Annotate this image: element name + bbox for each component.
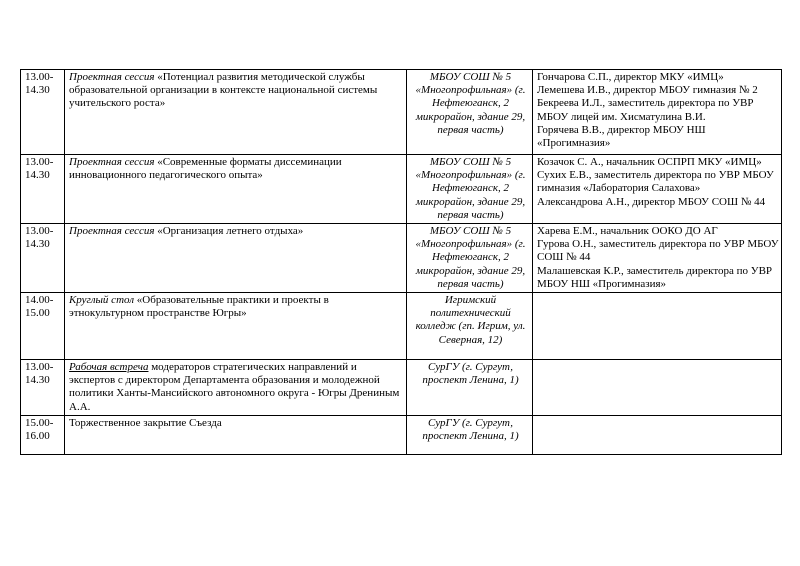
- event-cell: [65, 293, 407, 360]
- people-cell: [533, 70, 782, 155]
- time-cell: [21, 70, 65, 155]
- time-text: 13.00- 14.30: [25, 156, 54, 182]
- venue-cell: СурГУ (г. Сургут, проспект Ленина, 1): [407, 360, 533, 416]
- person-entry: Горячева В.В., директор МБОУ НШ «Прогимназия»: [537, 123, 706, 150]
- event-type: Круглый стол: [69, 294, 135, 307]
- person-entry: Гурова О.Н., заместитель директора по УВР МБОУ СОШ № 44: [537, 238, 779, 264]
- time-cell: [21, 360, 65, 416]
- event-title: «Потенциал развития методической службы образовательной организации в контексте национальной системы учительского роста»: [69, 71, 378, 110]
- time-cell: [21, 293, 65, 360]
- table-row: [21, 155, 782, 224]
- people-cell: [533, 155, 782, 224]
- person-entry: Гончарова С.П., директор МКУ «ИМЦ»: [537, 71, 724, 83]
- person-entry: Лемешева И.В., директор МБОУ гимназия № 2: [537, 84, 758, 97]
- event-type: Проектная сессия: [69, 156, 155, 168]
- event-type: Рабочая встреча: [69, 361, 149, 374]
- event-cell: [65, 70, 407, 155]
- venue-cell: Игримский политехнический колледж (гп. Игрим, ул. Северная, 12): [407, 293, 533, 360]
- venue-cell: МБОУ СОШ № 5 «Многопрофильная» (г. Нефтеюганск, 2 микрорайон, здание 29, первая часть): [407, 70, 533, 155]
- event-title: Торжественное закрытие Съезда: [69, 416, 222, 429]
- time-cell: [21, 415, 65, 454]
- event-title: модераторов стратегических направлений и экспертов с директором Департамента образования и молодежной политики Ханты-Мансийского автономного округа - Югры Дрениным А.А.: [69, 361, 400, 413]
- table-row: [21, 293, 782, 360]
- people-cell: [533, 415, 782, 454]
- time-cell: [21, 155, 65, 224]
- time-text: 13.00- 14.30: [25, 71, 54, 97]
- person-entry: Харева Е.М., начальник ООКО ДО АГ: [537, 225, 718, 238]
- event-type: Проектная сессия: [69, 225, 155, 238]
- event-title: «Образовательные практики и проекты в этнокультурном пространстве Югры»: [69, 294, 329, 320]
- event-title: «Современные форматы диссеминации инновационного педагогического опыта»: [69, 156, 342, 182]
- time-cell: [21, 224, 65, 293]
- venue-cell: МБОУ СОШ № 5 «Многопрофильная» (г. Нефтеюганск, 2 микрорайон, здание 29, первая часть): [407, 224, 533, 293]
- person-entry: Сухих Е.В., заместитель директора по УВР МБОУ гимназия «Лаборатория Салахова»: [537, 169, 774, 195]
- people-cell: [533, 224, 782, 293]
- person-entry: Козачок С. А., начальник ОСПРП МКУ «ИМЦ»: [537, 156, 762, 168]
- table-row: [21, 415, 782, 454]
- people-cell: [533, 293, 782, 360]
- table-row: [21, 360, 782, 416]
- event-cell: [65, 155, 407, 224]
- schedule-table: [20, 69, 782, 455]
- event-cell: [65, 224, 407, 293]
- table-row: [21, 224, 782, 293]
- event-type: Проектная сессия: [69, 71, 155, 83]
- time-text: 13.00- 14.30: [25, 361, 54, 387]
- time-text: 15.00- 16.00: [25, 416, 54, 443]
- venue-cell: МБОУ СОШ № 5 «Многопрофильная» (г. Нефтеюганск, 2 микрорайон, здание 29, первая часть): [407, 155, 533, 224]
- person-entry: Александрова А.Н., директор МБОУ СОШ № 44: [537, 195, 766, 208]
- event-cell: [65, 415, 407, 454]
- people-cell: [533, 360, 782, 416]
- table-row: [21, 70, 782, 155]
- venue-cell: СурГУ (г. Сургут, проспект Ленина, 1): [407, 415, 533, 454]
- person-entry: Бекреева И.Л., заместитель директора по УВР МБОУ лицей им. Хисматулина В.И.: [537, 97, 754, 123]
- person-entry: Малашевская К.Р., заместитель директора по УВР МБОУ НШ «Прогимназия»: [537, 264, 773, 290]
- event-cell: [65, 360, 407, 416]
- event-title: «Организация летнего отдыха»: [157, 225, 304, 238]
- time-text: 13.00- 14.30: [25, 225, 54, 251]
- time-text: 14.00- 15.00: [25, 294, 54, 320]
